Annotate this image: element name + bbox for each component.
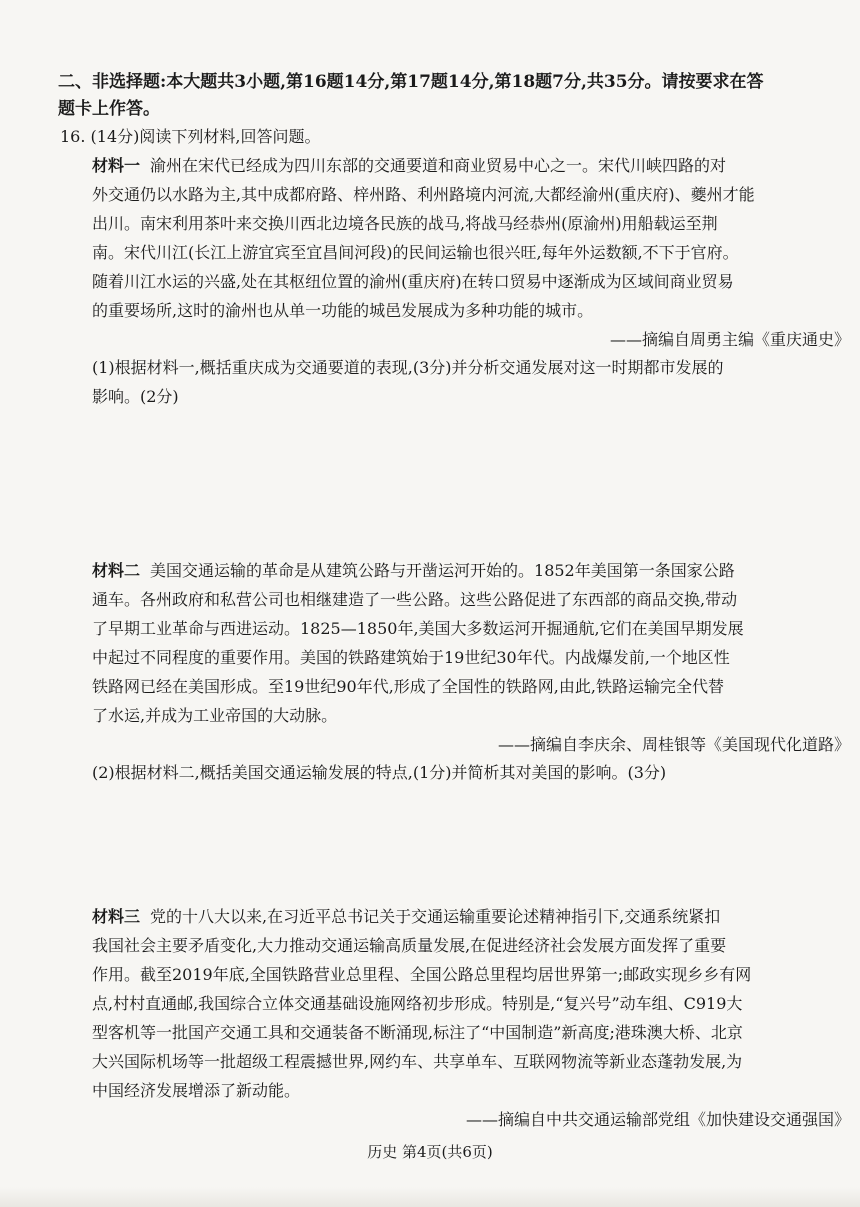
material1-text: 渝州在宋代已经成为四川东部的交通要道和商业贸易中心之一。宋代川峡四路的对 <box>150 156 727 175</box>
section-heading-line2: 题卡上作答。 <box>58 99 160 119</box>
material1-line4: 南。宋代川江(长江上游宜宾至宜昌间河段)的民间运输也很兴旺,每年外运数额,不下于官府。 <box>92 243 739 262</box>
material2-line5: 铁路网已经在美国形成。至19世纪90年代,形成了全国性的铁路网,由此,铁路运输完全代替 <box>92 677 724 696</box>
material3-line3: 作用。截至2019年底,全国铁路营业总里程、全国公路总里程均居世界第一;邮政实现乡乡有网 <box>92 965 752 984</box>
material3-line7: 中国经济发展增添了新动能。 <box>92 1081 301 1100</box>
material2-text: 美国交通运输的革命是从建筑公路与开凿运河开始的。1852年美国第一条国家公路 <box>150 561 735 580</box>
material1-line5: 随着川江水运的兴盛,处在其枢纽位置的渝州(重庆府)在转口贸易中逐渐成为区域间商业贸易 <box>92 272 734 291</box>
material1-label: 材料一 <box>92 156 141 175</box>
q1-line1: (1)根据材料一,概括重庆成为交通要道的表现,(3分)并分析交通发展对这一时期都市发展的 <box>92 358 724 377</box>
material2-line3: 了早期工业革命与西进运动。1825—1850年,美国大多数运河开掘通航,它们在美国早期发展 <box>92 619 744 638</box>
page-bottom-edge <box>0 1187 860 1207</box>
page-footer: 历史 第4页(共6页) <box>367 1143 493 1161</box>
material1-source: ——摘编自周勇主编《重庆通史》 <box>609 330 850 349</box>
material3-line2: 我国社会主要矛盾变化,大力推动交通运输高质量发展,在促进经济社会发展方面发挥了重要 <box>92 936 727 955</box>
q1-line2: 影响。(2分) <box>92 387 179 406</box>
material1-line1 <box>92 155 860 177</box>
q2-line1: (2)根据材料二,概括美国交通运输发展的特点,(1分)并简析其对美国的影响。(3分) <box>92 763 667 782</box>
material2-source: ——摘编自李庆余、周桂银等《美国现代化道路》 <box>497 735 850 754</box>
material3-line5: 型客机等一批国产交通工具和交通装备不断涌现,标注了“中国制造”新高度;港珠澳大桥、北京 <box>92 1023 743 1042</box>
material3-source: ——摘编自中共交通运输部党组《加快建设交通强国》 <box>465 1110 850 1129</box>
material1-line3: 出川。南宋利用茶叶来交换川西北边境各民族的战马,将战马经恭州(原渝州)用船载运至荆 <box>92 214 718 233</box>
material3-line6: 大兴国际机场等一批超级工程震撼世界,网约车、共享单车、互联网物流等新业态蓬勃发展,为 <box>92 1052 743 1071</box>
material1-line6: 的重要场所,这时的渝州也从单一功能的城邑发展成为多种功能的城市。 <box>92 301 594 320</box>
question-intro: 16. (14分)阅读下列材料,回答问题。 <box>60 127 321 146</box>
material3-line4: 点,村村直通邮,我国综合立体交通基础设施网络初步形成。特别是,“复兴号”动车组、C919大 <box>92 994 743 1013</box>
material3-line1 <box>92 906 860 928</box>
material2-line1 <box>92 560 860 582</box>
material3-text: 党的十八大以来,在习近平总书记关于交通运输重要论述精神指引下,交通系统紧扣 <box>150 907 721 926</box>
material1-line2: 外交通仍以水路为主,其中成都府路、梓州路、利州路境内河流,大都经渝州(重庆府)、夔州才能 <box>92 185 755 204</box>
material2-line2: 通车。各州政府和私营公司也相继建造了一些公路。这些公路促进了东西部的商品交换,带动 <box>92 590 738 609</box>
section-heading-line1: 二、非选择题:本大题共3小题,第16题14分,第17题14分,第18题7分,共35分。请按要求在答 <box>58 72 764 92</box>
material2-label: 材料二 <box>92 561 141 580</box>
material2-line6: 了水运,并成为工业帝国的大动脉。 <box>92 706 338 725</box>
material2-line4: 中起过不同程度的重要作用。美国的铁路建筑始于19世纪30年代。内战爆发前,一个地区性 <box>92 648 730 667</box>
material3-label: 材料三 <box>92 907 141 926</box>
